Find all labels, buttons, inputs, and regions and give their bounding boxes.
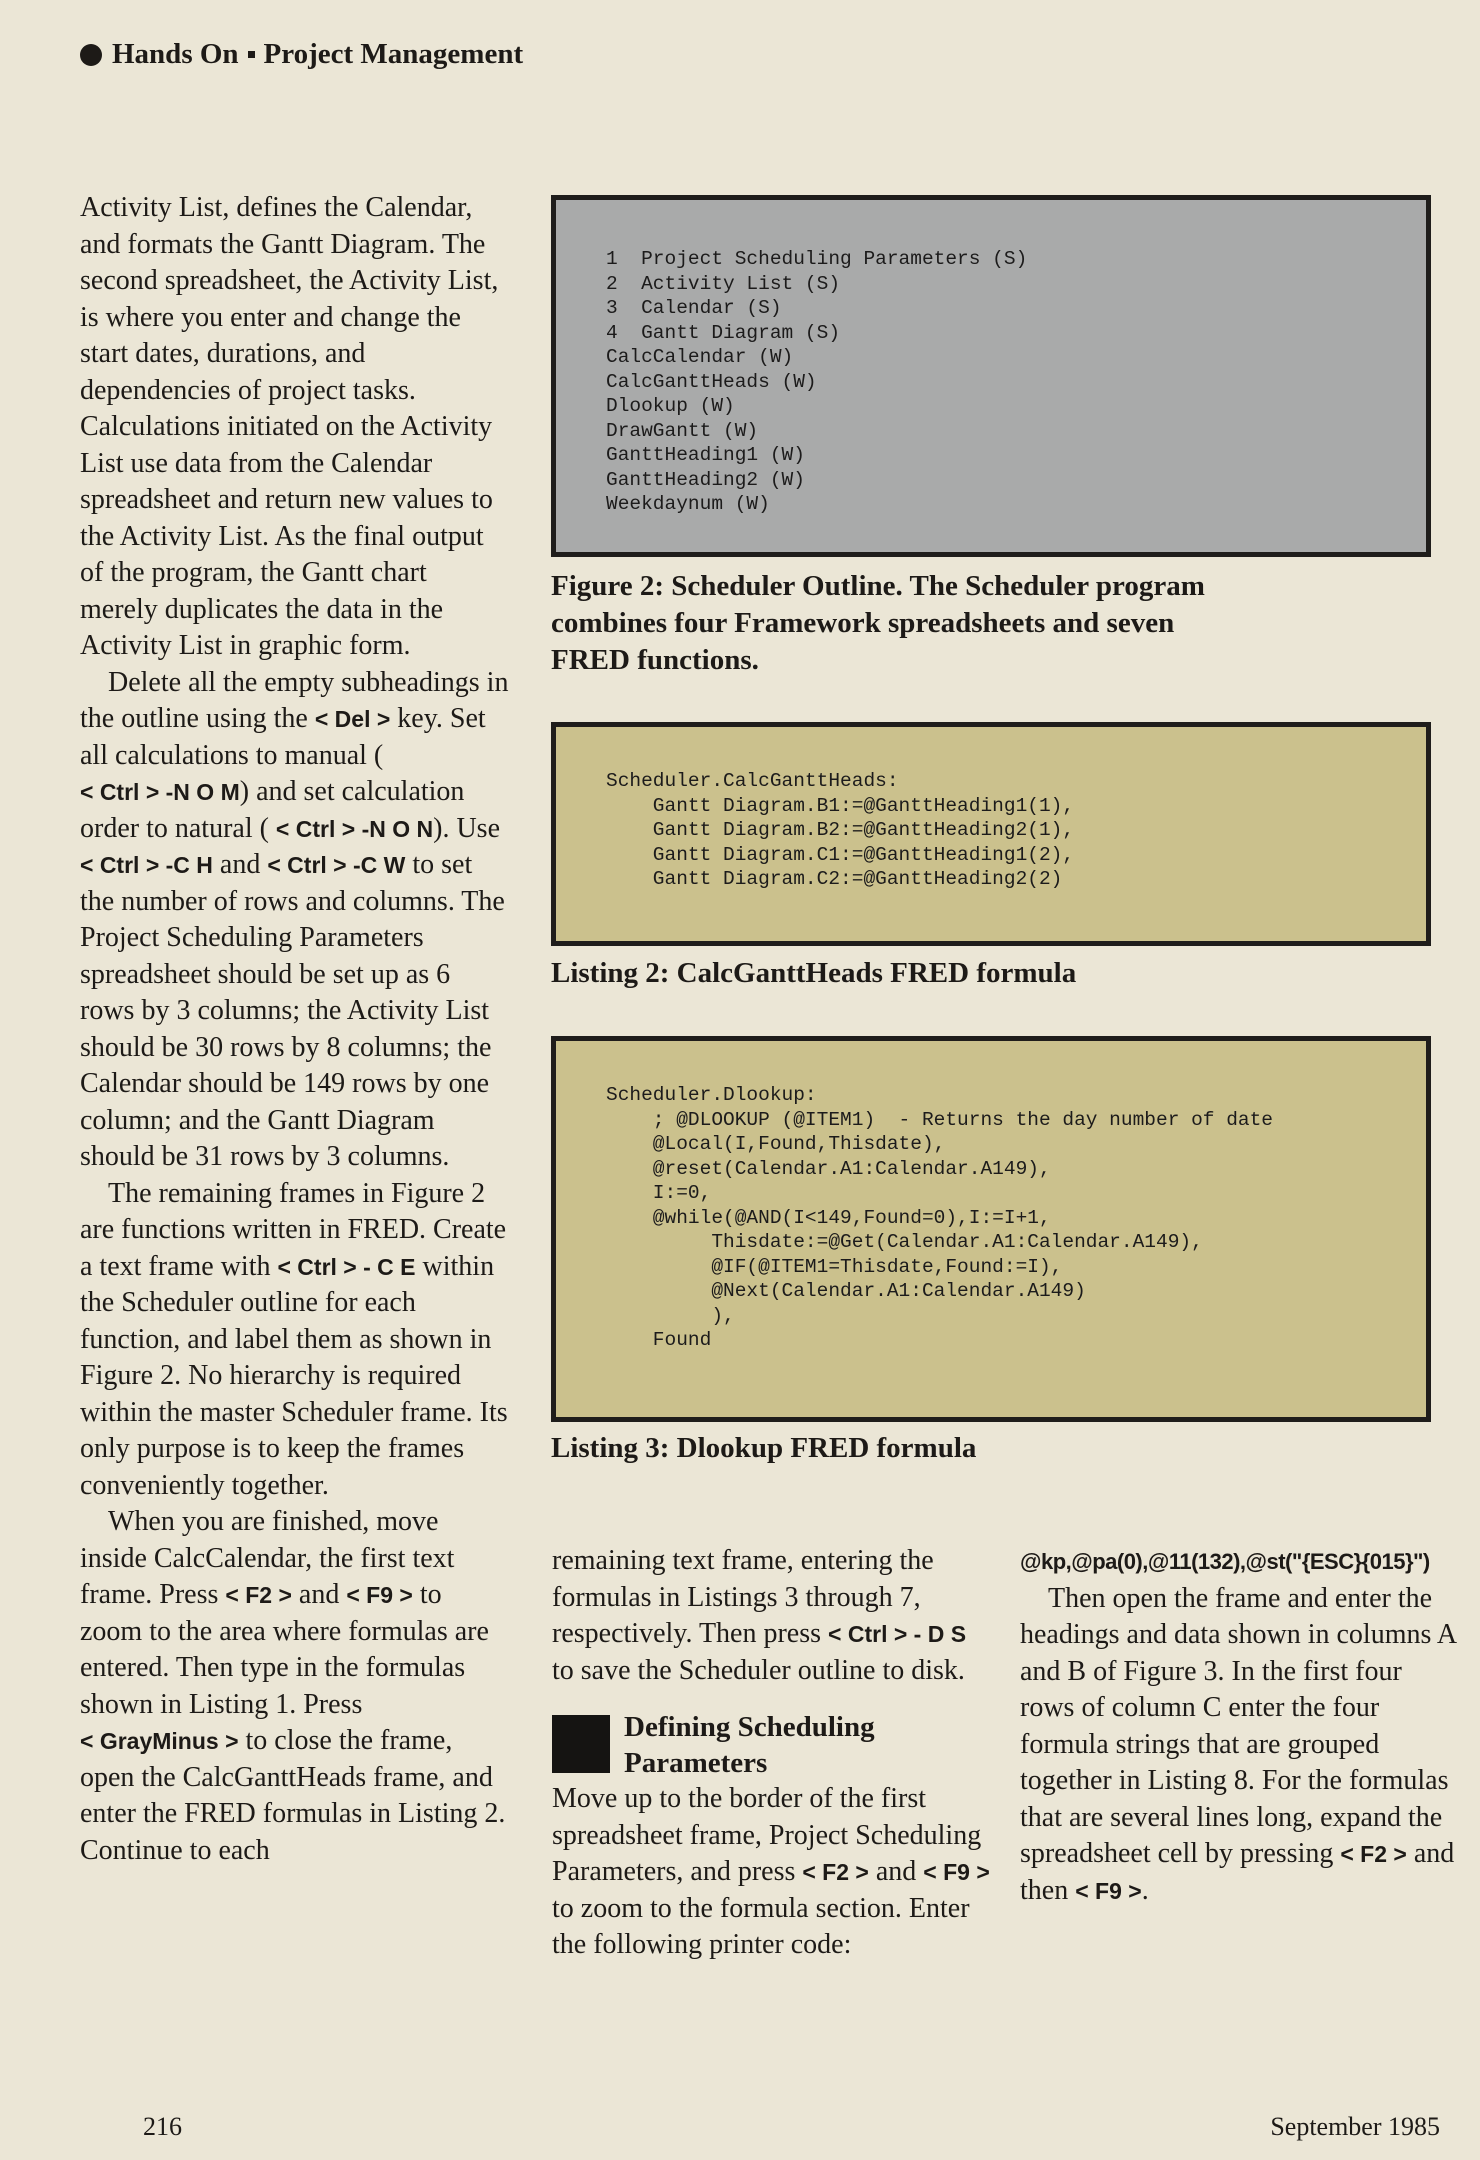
paragraph: [80, 1176, 510, 1505]
code-line: Gantt Diagram.C2:=@GanttHeading2(2): [606, 868, 1063, 890]
paragraph: [552, 1781, 992, 1964]
key-combo: < GrayMinus >: [80, 1728, 239, 1754]
paragraph: [1020, 1581, 1460, 1910]
figure-2-outline-panel: [551, 195, 1431, 557]
text-run: and: [291, 1579, 347, 1610]
listing-3-code: [606, 1083, 1426, 1353]
subhead: [552, 1709, 992, 1781]
text-run: ). Use: [433, 812, 500, 844]
code-line: 1 Project Scheduling Parameters (S): [606, 248, 1028, 270]
code-line: Gantt Diagram.B2:=@GanttHeading2(1),: [606, 819, 1075, 841]
key-combo: < F2 >: [802, 1859, 869, 1885]
text-run: Then open the frame and enter the headings and data shown in columns A and B of Figure 3. In the first four rows of column C enter the four formula strings that are grouped together in Listing 8. For the formulas that are several lines long, expand the spreadsheet cell by pressing: [1020, 1582, 1456, 1869]
code-line: Scheduler.Dlookup:: [606, 1084, 817, 1106]
key-combo: < Ctrl > -N O M: [80, 779, 240, 805]
code-line: 3 Calendar (S): [606, 297, 782, 319]
paragraph: [80, 665, 510, 1176]
separator-square-icon: [248, 51, 255, 58]
paragraph: Activity List, defines the Calendar, and formats the Gantt Diagram. The second spreadsheet, the Activity List, is where you enter and change the start dates, durations, and dependencies of project tasks. Calculations initiated on the Activity List use data from the Calendar spreadsheet and return new values to the Activity List. As the final output of the program, the Gantt chart merely duplicates the data in the Activity List in graphic form.: [80, 192, 499, 661]
topic-label: Project Management: [263, 38, 524, 70]
key-combo: < Ctrl > -N O N: [275, 815, 434, 842]
code-line: @IF(@ITEM1=Thisdate,Found:=I),: [606, 1255, 1063, 1278]
subhead-text: Defining Scheduling Parameters: [624, 1711, 875, 1779]
listing-3-panel: [551, 1036, 1431, 1422]
right-column: [1020, 1543, 1460, 1909]
code-line: ),: [606, 1304, 735, 1327]
text-run: to zoom to the formula section. Enter the following printer code:: [552, 1892, 970, 1960]
code-line: Gantt Diagram.C1:=@GanttHeading1(2),: [606, 843, 1075, 866]
text-run: and: [212, 849, 268, 880]
text-run: to close the frame, open the CalcGanttHeads frame, and enter the FRED formulas in Listing 2. Continue to each: [80, 1725, 506, 1866]
listing-2-panel: [551, 722, 1431, 946]
code-line: Scheduler.CalcGanttHeads:: [606, 770, 899, 792]
listing-3-caption: Listing 3: Dlookup FRED formula: [551, 1432, 977, 1464]
key-combo: < Ctrl > -C H: [80, 852, 213, 878]
code-line: @Local(I,Found,Thisdate),: [606, 1133, 946, 1155]
listing-2-code: [606, 769, 1426, 892]
listing-2-caption: Listing 2: CalcGanttHeads FRED formula: [551, 957, 1077, 989]
text-run: and then: [1020, 1838, 1455, 1906]
figure-2-code: [606, 247, 1426, 517]
key-combo: < Del >: [314, 706, 391, 732]
bullet-icon: [80, 44, 102, 66]
text-run: key. Set all calculations to manual (: [80, 703, 486, 771]
text-run: Move up to the border of the first spreadsheet frame, Project Scheduling Parameters, and press: [552, 1783, 982, 1887]
code-line: GanttHeading2 (W): [606, 468, 805, 491]
text-run: .: [1141, 1874, 1149, 1906]
page-number: 216: [143, 2112, 182, 2141]
figure-2-caption: Figure 2: Scheduler Outline. The Scheduler program combines four Framework spreadsheets and seven FRED functions.: [551, 570, 1205, 676]
text-run: to save the Scheduler outline to disk.: [552, 1654, 965, 1686]
code-line: CalcCalendar (W): [606, 346, 794, 368]
code-line: Weekdaynum (W): [606, 493, 770, 515]
code-line: 2 Activity List (S): [606, 272, 841, 295]
text-run: within the Scheduler outline for each function, and label them as shown in Figure 2. No hierarchy is required within the master Scheduler frame. Its only purpose is to keep the frames conveniently together.: [80, 1250, 508, 1501]
code-line: Thisdate:=@Get(Calendar.A1:Calendar.A149),: [606, 1231, 1203, 1253]
text-run: Delete all the empty subheadings in the outline using the: [80, 666, 509, 734]
text-run: The remaining frames in Figure 2 are functions written in FRED. Create a text frame with: [80, 1177, 507, 1282]
key-combo: < F9 >: [346, 1582, 413, 1608]
code-line: DrawGantt (W): [606, 419, 759, 442]
key-combo: < F2 >: [225, 1582, 292, 1608]
paragraph: [80, 1504, 510, 1869]
key-combo: < Ctrl > -C W: [267, 852, 406, 878]
text-run: When you are finished, move inside CalcCalendar, the first text frame. Press: [80, 1506, 455, 1610]
text-run: remaining text frame, entering the formulas in Listings 3 through 7, respectively. Then press: [552, 1545, 934, 1649]
text-run: to set the number of rows and columns. The Project Scheduling Parameters spreadsheet should be set up as 6 rows by 3 columns; the Activity List should be 30 rows by 8 columns; the Calendar should be 149 rows by one column; and the Gantt Diagram should be 31 rows by 3 columns.: [80, 849, 505, 1172]
subhead-box-icon: [552, 1715, 610, 1773]
printer-code: @kp,@pa(0),@11(132),@st("{ESC}{015}"): [1020, 1549, 1430, 1574]
key-combo: < F9 >: [923, 1859, 990, 1885]
key-combo: < F2 >: [1340, 1841, 1407, 1867]
text-run: to zoom to the area where formulas are entered. Then type in the formulas shown in Listing 1. Press: [80, 1579, 489, 1720]
code-line: CalcGanttHeads (W): [606, 370, 817, 393]
code-line: Gantt Diagram.B1:=@GanttHeading1(1),: [606, 794, 1075, 817]
key-combo: < Ctrl > - C E: [277, 1253, 416, 1280]
running-head: [80, 38, 523, 71]
code-line: Dlookup (W): [606, 395, 735, 417]
paragraph: [552, 1543, 992, 1689]
code-line: I:=0,: [606, 1182, 712, 1204]
middle-column: [552, 1543, 992, 1964]
code-line: Found: [606, 1329, 712, 1351]
section-label: Hands On: [112, 38, 239, 70]
text-run: ) and set calculation order to natural (: [80, 776, 465, 844]
left-column: [80, 190, 510, 1869]
code-line: @while(@AND(I<149,Found=0),I:=I+1,: [606, 1206, 1051, 1229]
code-line: GanttHeading1 (W): [606, 444, 805, 466]
issue-date: September 1985: [1270, 2112, 1440, 2141]
code-line: @Next(Calendar.A1:Calendar.A149): [606, 1280, 1086, 1302]
key-combo: < Ctrl > - D S: [828, 1621, 967, 1647]
text-run: and: [868, 1856, 924, 1887]
code-line: @reset(Calendar.A1:Calendar.A149),: [606, 1157, 1051, 1180]
key-combo: < F9 >: [1075, 1877, 1142, 1904]
code-line: ; @DLOOKUP (@ITEM1) - Returns the day number of date: [606, 1108, 1274, 1131]
code-line: 4 Gantt Diagram (S): [606, 321, 841, 344]
